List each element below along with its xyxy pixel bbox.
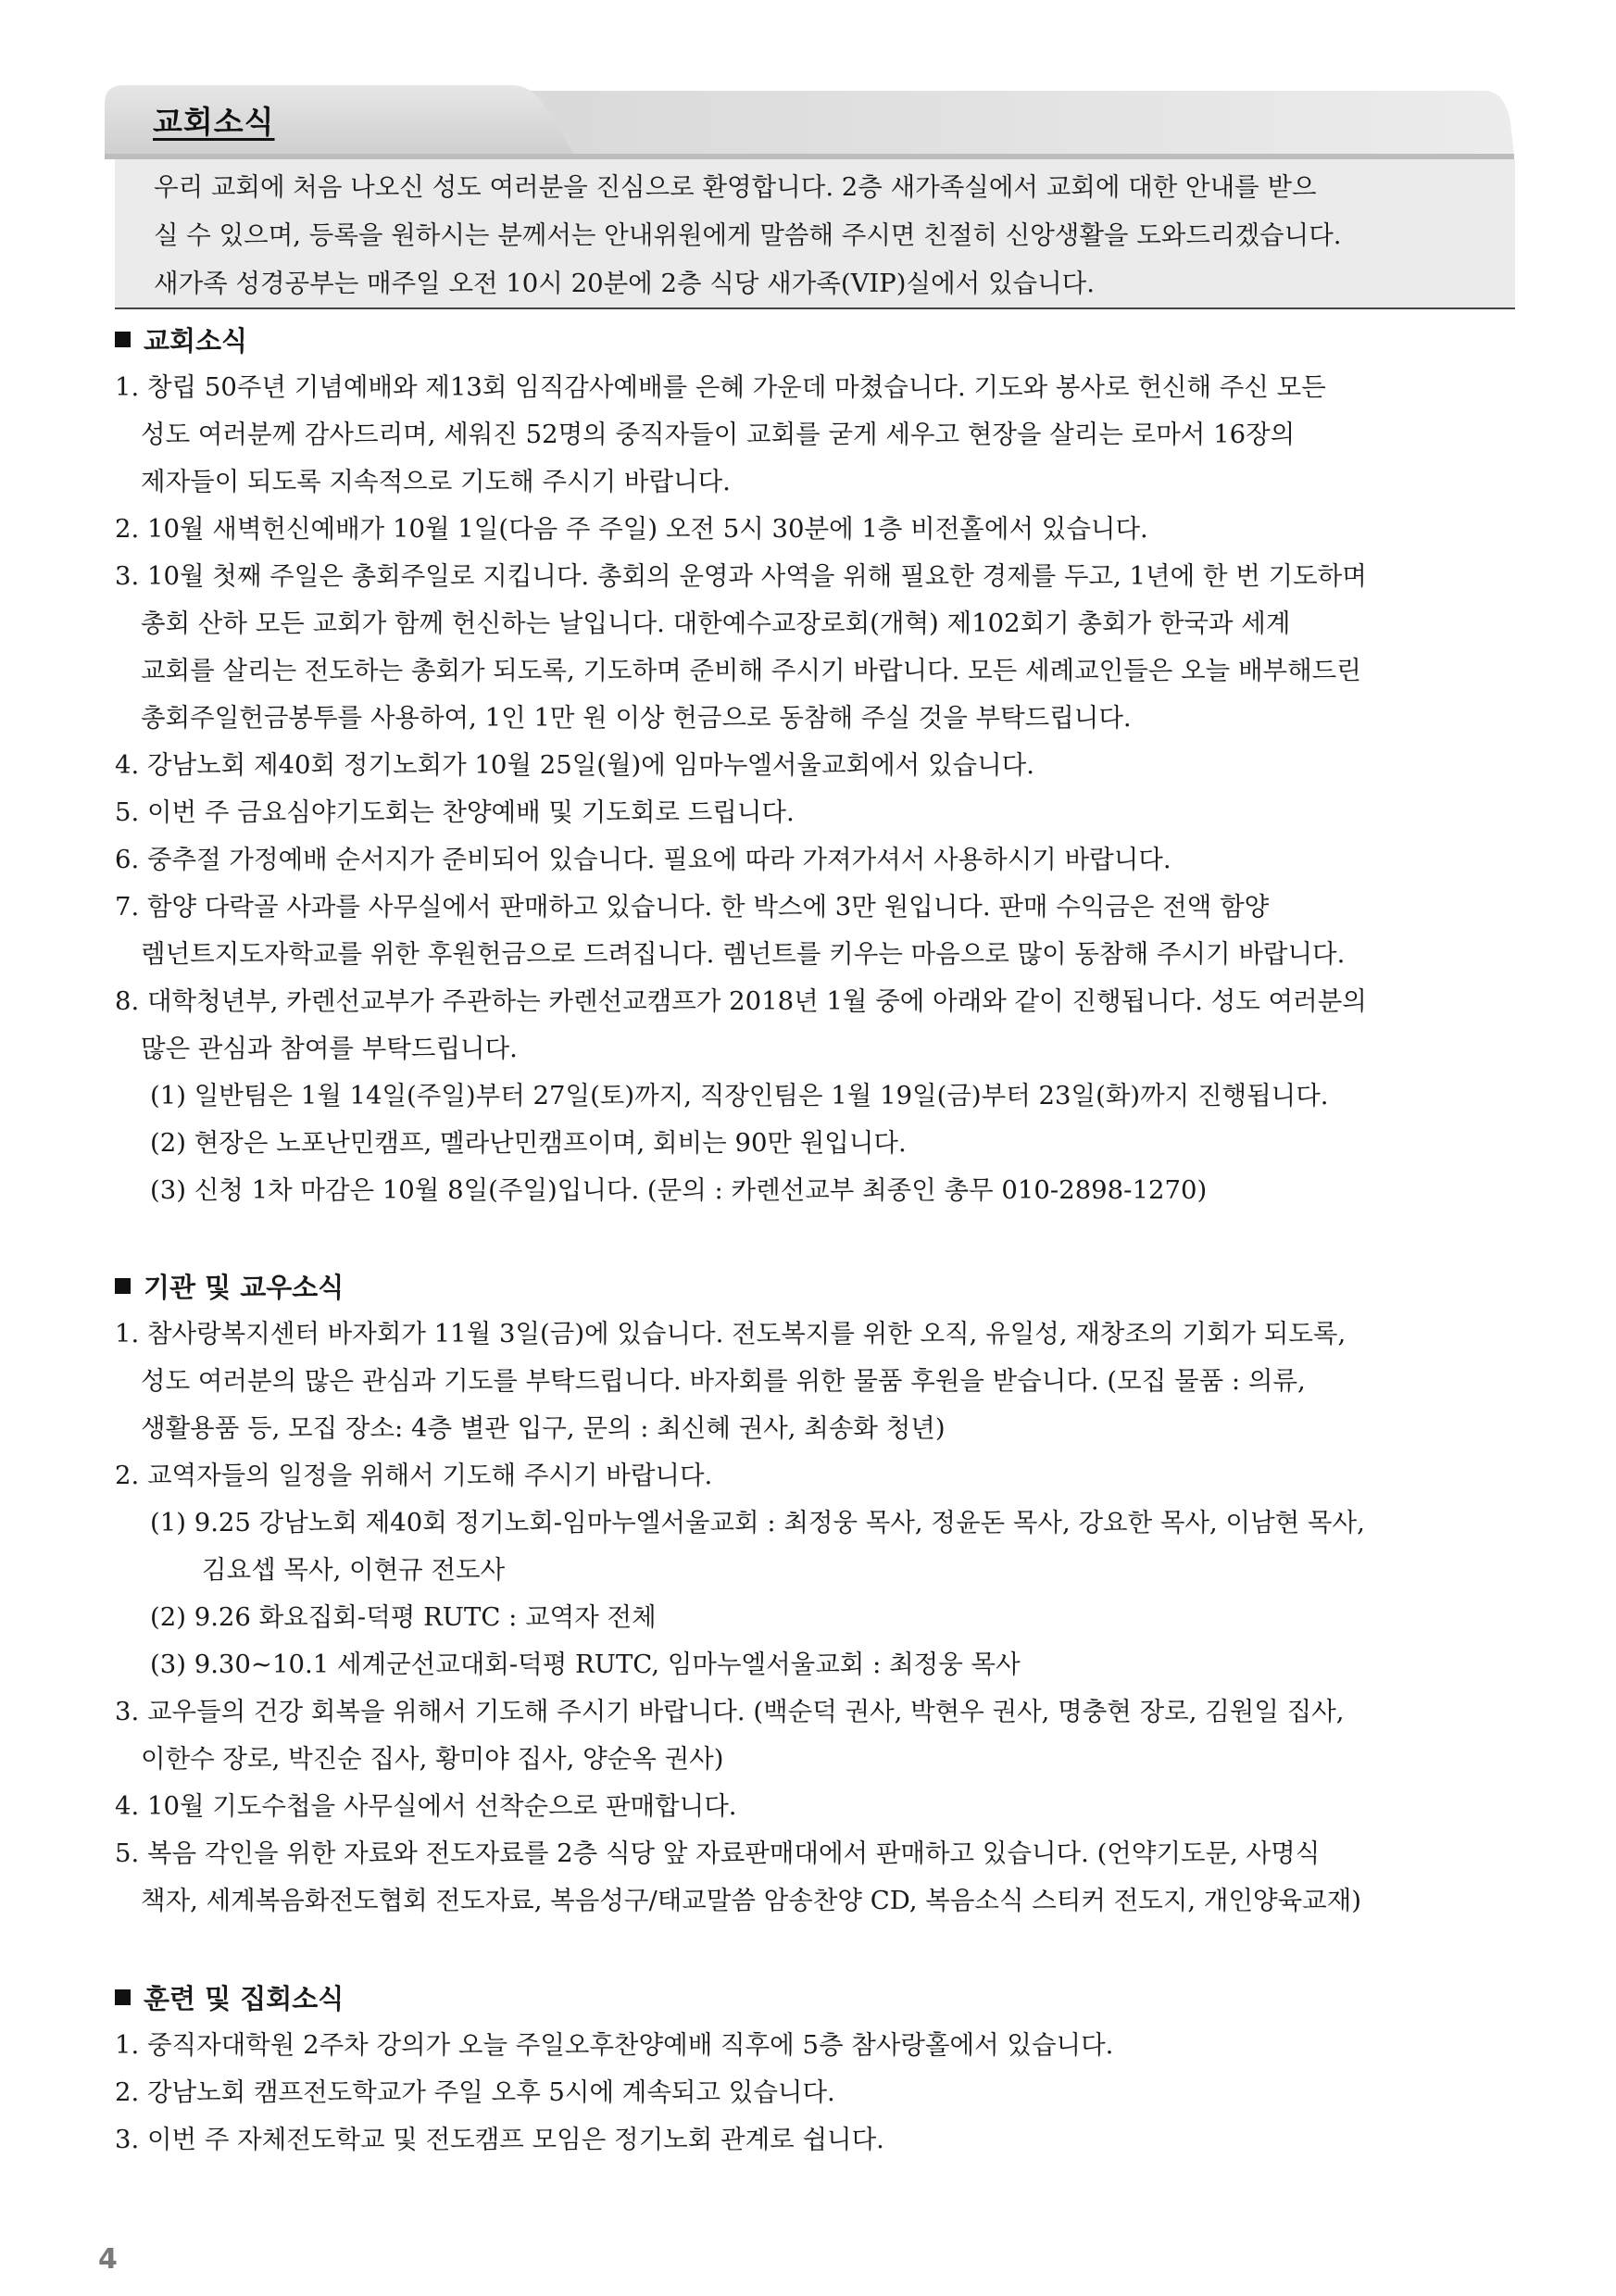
list-item: 생활용품 등, 모집 장소: 4층 별관 입구, 문의 : 최신혜 권사, 최송화 청년) [141,1413,946,1443]
list-item: 3. 10월 첫째 주일은 총회주일로 지킵니다. 총회의 운영과 사역을 위해 필요한 경제를 두고, 1년에 한 번 기도하며 [115,561,1367,591]
sub-list-item: (3) 신청 1차 마감은 10월 8일(주일)입니다. (문의 : 카렌선교부 최종인 총무 010-2898-1270) [150,1175,1208,1205]
list-item: 4. 강남노회 제40회 정기노회가 10월 25일(월)에 임마누엘서울교회에서 있습니다. [115,750,1034,780]
list-item: 성도 여러분의 많은 관심과 기도를 부탁드립니다. 바자회를 위한 물품 후원을 받습니다. (모집 물품 : 의류, [141,1366,1306,1396]
list-item: 1. 중직자대학원 2주차 강의가 오늘 주일오후찬양예배 직후에 5층 참사랑홀에서 있습니다. [115,2030,1114,2060]
sub-list-item: (1) 9.25 강남노회 제40회 정기노회-임마누엘서울교회 : 최정웅 목사, 정윤돈 목사, 강요한 목사, 이남현 목사, [150,1508,1365,1537]
list-item: 교회를 살리는 전도하는 총회가 되도록, 기도하며 준비해 주시기 바랍니다. 모든 세례교인들은 오늘 배부해드린 [141,656,1361,685]
sub-list-item: (2) 현장은 노포난민캠프, 멜라난민캠프이며, 회비는 90만 원입니다. [150,1128,907,1158]
list-item: 제자들이 되도록 지속적으로 기도해 주시기 바랍니다. [141,467,731,496]
square-bullet-icon [115,1989,131,2005]
header-title: 교회소식 [153,104,275,140]
section-title-organization-news: 기관 및 교우소식 [115,1269,344,1306]
section-title-church-news: 교회소식 [115,322,247,359]
list-item: 2. 교역자들의 일정을 위해서 기도해 주시기 바랍니다. [115,1461,713,1490]
list-item: 7. 함양 다락골 사과를 사무실에서 판매하고 있습니다. 한 박스에 3만 원입니다. 판매 수익금은 전액 함양 [115,892,1270,922]
welcome-line: 우리 교회에 처음 나오신 성도 여러분을 진심으로 환영합니다. 2층 새가족실에서 교회에 대한 안내를 받으 [154,172,1317,202]
list-item: 2. 10월 새벽헌신예배가 10월 1일(다음 주 주일) 오전 5시 30분에 1층 비전홀에서 있습니다. [115,514,1148,544]
welcome-line: 실 수 있으며, 등록을 원하시는 분께서는 안내위원에게 말씀해 주시면 친절히 신앙생활을 도와드리겠습니다. [154,220,1342,250]
list-item: 1. 창립 50주년 기념예배와 제13회 임직감사예배를 은혜 가운데 마쳤습니다. 기도와 봉사로 헌신해 주신 모든 [115,372,1326,402]
header-bar [105,85,1514,159]
list-item: 8. 대학청년부, 카렌선교부가 주관하는 카렌선교캠프가 2018년 1월 중에 아래와 같이 진행됩니다. 성도 여러분의 [115,986,1367,1016]
list-item: 6. 중추절 가정예배 순서지가 준비되어 있습니다. 필요에 따라 가져가셔서 사용하시기 바랍니다. [115,845,1171,874]
list-item: 성도 여러분께 감사드리며, 세워진 52명의 중직자들이 교회를 굳게 세우고 현장을 살리는 로마서 16장의 [141,420,1296,449]
list-item: 5. 이번 주 금요심야기도회는 찬양예배 및 기도회로 드립니다. [115,797,795,827]
list-item: 렘넌트지도자학교를 위한 후원헌금으로 드려집니다. 렘넌트를 키우는 마음으로 많이 동참해 주시기 바랍니다. [141,939,1346,969]
list-item: 이한수 장로, 박진순 집사, 황미야 집사, 양순옥 권사) [141,1744,724,1774]
sub-list-item: 김요셉 목사, 이현규 전도사 [202,1555,506,1585]
welcome-notice-box [115,159,1515,309]
list-item: 2. 강남노회 캠프전도학교가 주일 오후 5시에 계속되고 있습니다. [115,2077,835,2107]
sub-list-item: (3) 9.30~10.1 세계군선교대회-덕평 RUTC, 임마누엘서울교회 : 최정웅 목사 [150,1650,1021,1679]
list-item: 총회 산하 모든 교회가 함께 헌신하는 날입니다. 대한예수교장로회(개혁) 제102회기 총회가 한국과 세계 [141,609,1291,638]
square-bullet-icon [115,332,131,347]
section-title-training-news: 훈련 및 집회소식 [115,1980,344,2017]
list-item: 1. 참사랑복지센터 바자회가 11월 3일(금)에 있습니다. 전도복지를 위한 오직, 유일성, 재창조의 기회가 되도록, [115,1319,1347,1349]
square-bullet-icon [115,1278,131,1294]
list-item: 4. 10월 기도수첩을 사무실에서 선착순으로 판매합니다. [115,1791,737,1821]
list-item: 많은 관심과 참여를 부탁드립니다. [141,1034,518,1063]
header-tab-shape [105,85,1514,159]
list-item: 책자, 세계복음화전도협회 전도자료, 복음성구/태교말씀 암송찬양 CD, 복음소식 스티커 전도지, 개인양육교재) [141,1886,1362,1915]
list-item: 3. 교우들의 건강 회복을 위해서 기도해 주시기 바랍니다. (백순덕 권사, 박현우 권사, 명충현 장로, 김원일 집사, [115,1697,1345,1726]
page-number: 4 [98,2243,118,2276]
sub-list-item: (1) 일반팀은 1월 14일(주일)부터 27일(토)까지, 직장인팀은 1월 19일(금)부터 23일(화)까지 진행됩니다. [150,1081,1329,1110]
list-item: 총회주일헌금봉투를 사용하여, 1인 1만 원 이상 헌금으로 동참해 주실 것을 부탁드립니다. [141,703,1132,733]
list-item: 3. 이번 주 자체전도학교 및 전도캠프 모임은 정기노회 관계로 쉽니다. [115,2125,884,2154]
list-item: 5. 복음 각인을 위한 자료와 전도자료를 2층 식당 앞 자료판매대에서 판매하고 있습니다. (언약기도문, 사명식 [115,1838,1321,1868]
sub-list-item: (2) 9.26 화요집회-덕평 RUTC : 교역자 전체 [150,1602,657,1632]
welcome-line: 새가족 성경공부는 매주일 오전 10시 20분에 2층 식당 새가족(VIP)실에서 있습니다. [154,269,1095,298]
